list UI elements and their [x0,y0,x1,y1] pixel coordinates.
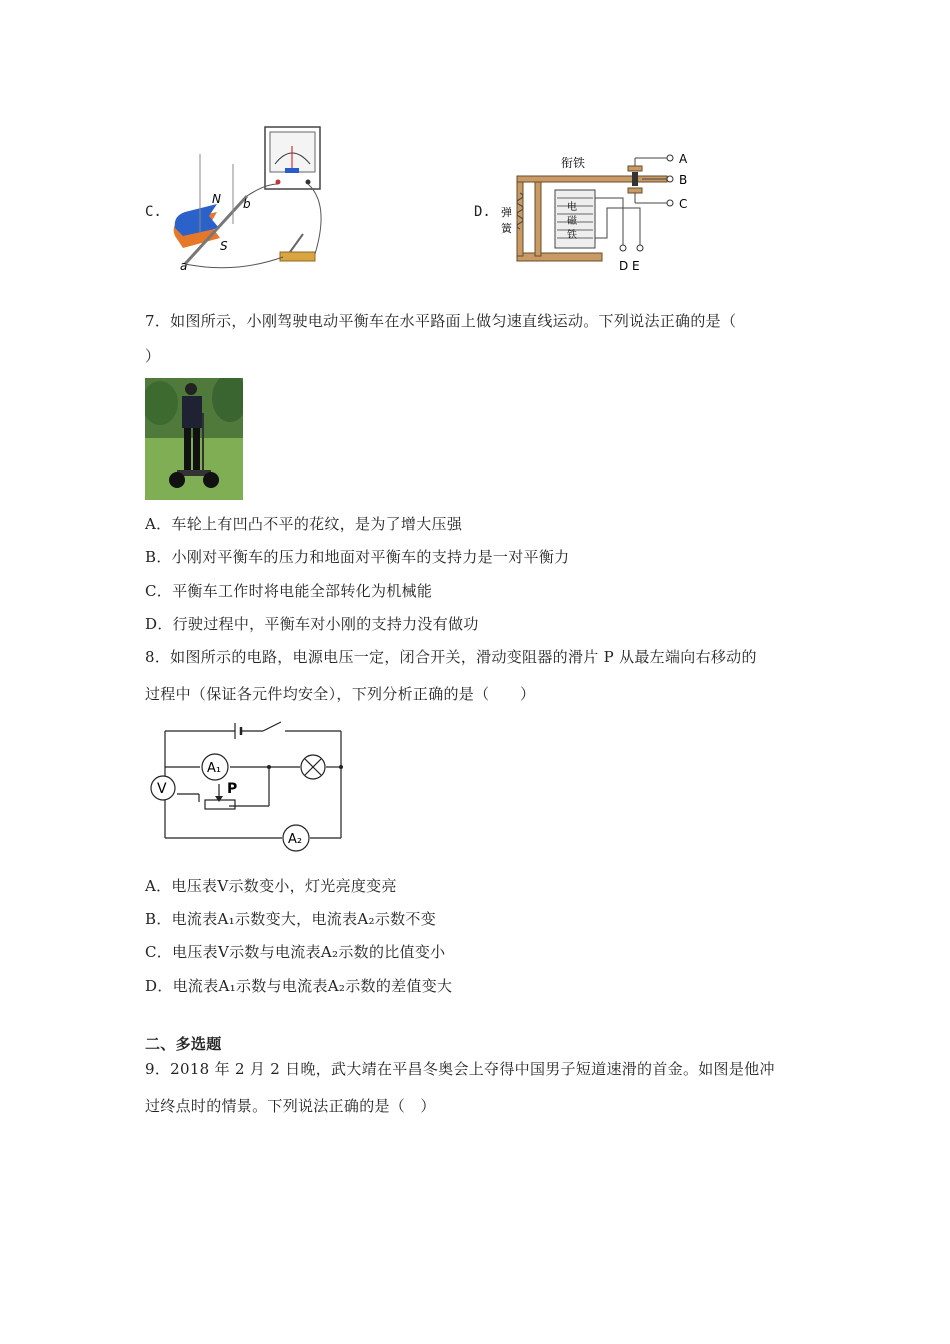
q7-stem-line2: ） [145,347,161,365]
contact-lower [628,188,642,193]
slider-arrowhead [215,796,223,802]
q9-stem-line2: 过终点时的情景。下列说法正确的是（ ） [145,1097,436,1115]
q7-option-b: B．小刚对平衡车的压力和地面对平衡车的支持力是一对平衡力 [145,548,570,566]
switch-lever [290,234,303,252]
q7-stem-line1: 7．如图所示，小刚驾驶电动平衡车在水平路面上做匀速直线运动。下列说法正确的是（ [145,312,737,330]
north-pole-label: N [212,192,221,206]
terminal-e [637,245,643,251]
q8-circuit-diagram [145,716,355,854]
south-pole-label: S [220,239,228,253]
coil-terminals-label: D E [619,259,640,273]
terminal-a [667,155,673,161]
q6-option-c-figure [165,124,330,274]
armature-label: 衔铁 [561,156,586,170]
q8-stem-line1: 8．如图所示的电路，电源电压一定，闭合开关，滑动变阻器的滑片 P 从最左端向右移动的 [145,648,757,666]
spring-label-2: 簧 [501,222,512,235]
section-2-title: 二、多选题 [145,1035,222,1053]
q6-option-d-figure [495,148,705,274]
q7-option-c: C．平衡车工作时将电能全部转化为机械能 [145,582,433,600]
magnet-label-3: 铁 [567,230,577,241]
car-wheel-right [203,472,219,488]
q8-stem-line2: 过程中（保证各元件均安全），下列分析正确的是（ ） [145,685,536,703]
q8-option-a: A．电压表V示数变小，灯光亮度变亮 [145,877,397,895]
q7-balance-car-photo [145,378,243,500]
person-body [182,396,202,428]
spring-label-1: 弹 [501,206,512,219]
frame-post [535,178,541,256]
q7-option-a: A．车轮上有凹凸不平的花纹，是为了增大压强 [145,515,463,533]
galvanometer-magnet [285,168,299,173]
ammeter-a1-label: A₁ [207,761,222,776]
switch-blade [263,722,281,731]
q7-option-d: D．行驶过程中，平衡车对小刚的支持力没有做功 [145,615,479,633]
ammeter-a2-label: A₂ [288,832,303,847]
q8-option-c: C．电压表V示数与电流表A₂示数的比值变小 [145,943,446,961]
terminal-c-label: C [679,197,688,211]
rod-end-a-label: a [180,259,188,273]
q6-option-c-label: C. [145,204,162,220]
magnet-label-1: 电 [567,202,577,213]
person-helmet [185,383,197,395]
q8-option-b: B．电流表A₁示数变大，电流表A₂示数不变 [145,910,437,928]
terminal-d [620,245,626,251]
moving-contact [632,172,638,186]
car-wheel-left [169,472,185,488]
magnet-label-2: 磁 [567,216,577,227]
terminal-black [306,180,311,185]
q8-option-d: D．电流表A₁示数与电流表A₂示数的差值变大 [145,977,453,995]
switch-base [280,252,315,261]
rheostat [205,800,235,809]
terminal-b [667,176,673,182]
contact-upper [628,166,642,171]
relay-base [517,253,602,261]
voltmeter-label: V [157,781,167,797]
slider-label: P [227,781,238,797]
junction-1 [267,765,271,769]
terminal-b-label: B [679,173,688,187]
wire-3 [185,257,283,268]
wire-2 [308,184,321,254]
q6-option-d-label: D. [474,204,491,220]
rod-end-b-label: b [243,197,251,211]
terminal-c [667,200,673,206]
terminal-a-label: A [679,152,688,166]
person-leg-right [193,428,200,470]
q9-stem-line1: 9．2018 年 2 月 2 日晚，武大靖在平昌冬奥会上夺得中国男子短道速滑的首金。如图是他冲 [145,1060,775,1078]
junction-2 [339,765,343,769]
person-leg-left [184,428,191,470]
coil-wire-e [595,208,640,245]
